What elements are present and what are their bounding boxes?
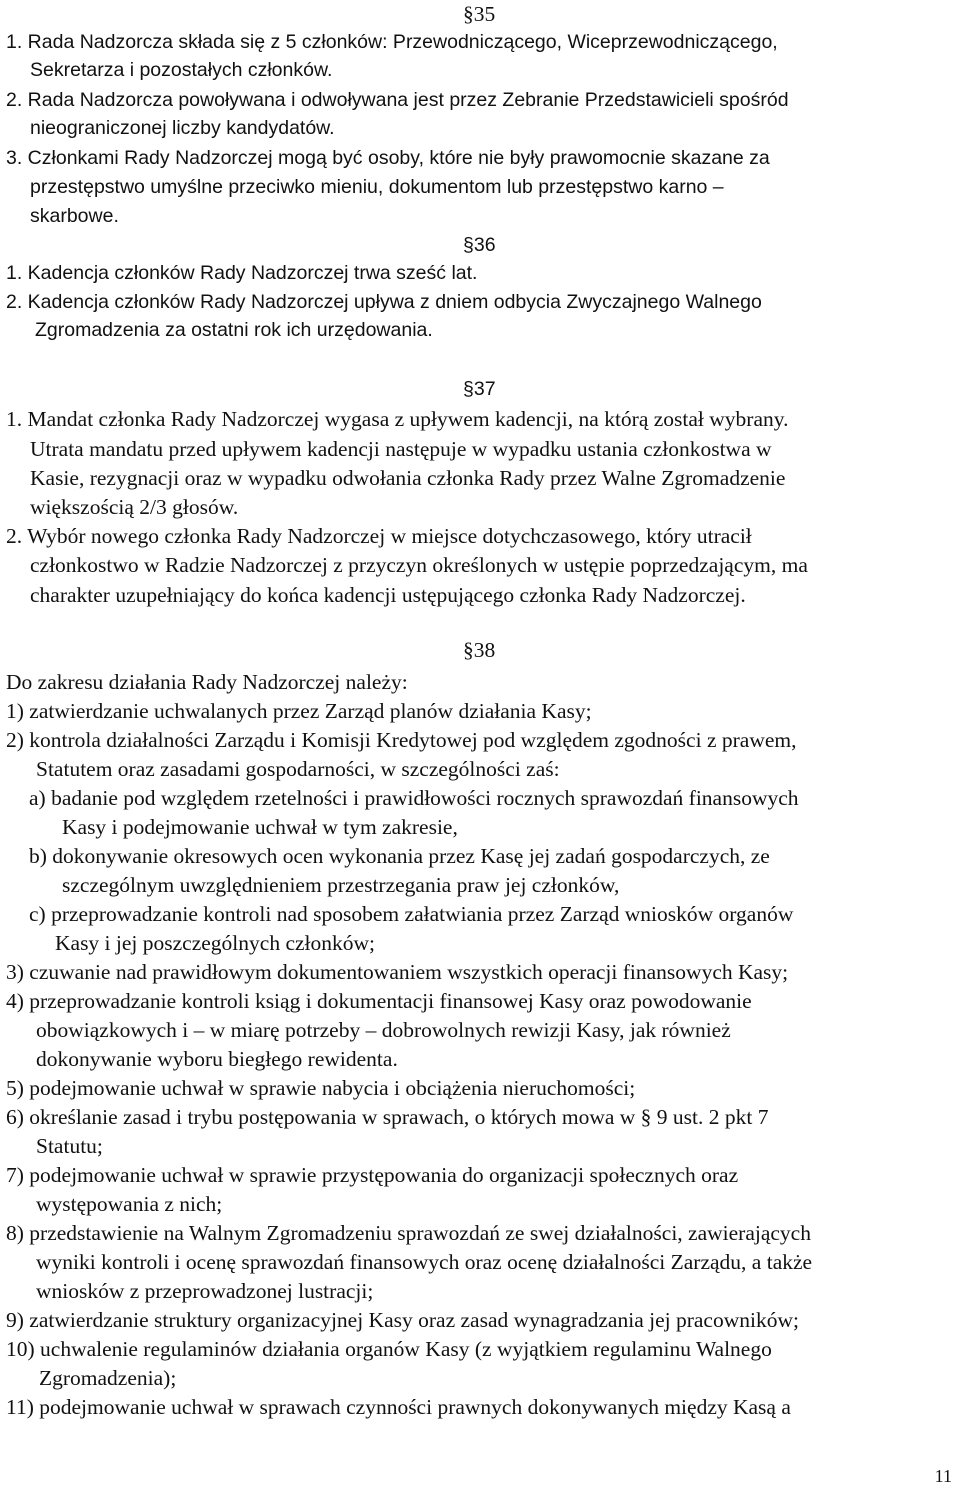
text-line: szczególnym uwzględnieniem przestrzegania praw jej członków, xyxy=(62,873,620,897)
text-line: 3) czuwanie nad prawidłowym dokumentowaniem wszystkich operacji finansowych Kasy; xyxy=(6,960,789,984)
text-line: występowania z nich; xyxy=(36,1192,223,1216)
text-line: 1. Kadencja członków Rady Nadzorczej trwa sześć lat. xyxy=(6,262,478,284)
section-number: 36 xyxy=(473,234,496,256)
text-line: Utrata mandatu przed upływem kadencji następuje w wypadku ustania członkostwa w xyxy=(30,437,772,461)
text-line: 2. Rada Nadzorcza powoływana i odwoływana jest przez Zebranie Przedstawicieli spośród xyxy=(6,89,789,111)
text-line: Do zakresu działania Rady Nadzorczej należy: xyxy=(6,670,408,694)
text-line: 11) podejmowanie uchwał w sprawach czynności prawnych dokonywanych między Kasą a xyxy=(6,1395,791,1419)
text-line: przestępstwo umyślne przeciwko mieniu, dokumentom lub przestępstwo karno – xyxy=(30,176,724,198)
text-line: większością 2/3 głosów. xyxy=(30,495,239,519)
text-line: Zgromadzenia za ostatni rok ich urzędowania. xyxy=(35,319,433,341)
section-number: 37 xyxy=(473,378,496,400)
section-number: 35 xyxy=(473,2,496,26)
text-line: obowiązkowych i – w miarę potrzeby – dobrowolnych rewizji Kasy, jak również xyxy=(36,1018,731,1042)
text-line: 2) kontrola działalności Zarządu i Komisji Kredytowej pod względem zgodności z prawem, xyxy=(6,728,797,752)
text-line: Zgromadzenia); xyxy=(39,1366,177,1390)
text-line: wniosków z przeprowadzonej lustracji; xyxy=(36,1279,374,1303)
section-heading-36 xyxy=(463,236,496,256)
section-mark: § xyxy=(463,2,474,26)
text-line: Sekretarza i pozostałych członków. xyxy=(30,59,333,81)
text-line: Kasie, rezygnacji oraz w wypadku odwołania członka Rady przez Walne Zgromadzenie xyxy=(30,466,786,490)
text-line: 10) uchwalenie regulaminów działania organów Kasy (z wyjątkiem regulaminu Walnego xyxy=(6,1337,772,1361)
section-heading-35 xyxy=(463,4,495,26)
text-line: 1. Rada Nadzorcza składa się z 5 członków: Przewodniczącego, Wiceprzewodniczącego, xyxy=(6,31,778,53)
text-line: 1) zatwierdzanie uchwalanych przez Zarząd planów działania Kasy; xyxy=(6,699,592,723)
text-line: dokonywanie wyboru biegłego rewidenta. xyxy=(36,1047,398,1071)
text-line: wyniki kontroli i ocenę sprawozdań finansowych oraz ocenę działalności Zarządu, a także xyxy=(36,1250,813,1274)
text-line: charakter uzupełniający do końca kadencji ustępującego członka Rady Nadzorczej. xyxy=(30,583,746,607)
section-heading-37 xyxy=(463,380,496,400)
section-number: 38 xyxy=(473,638,496,662)
section-mark: § xyxy=(463,638,474,662)
page-number: 11 xyxy=(934,1466,952,1486)
text-line: 2. Wybór nowego członka Rady Nadzorczej w miejsce dotychczasowego, który utracił xyxy=(6,524,752,548)
text-line: 1. Mandat członka Rady Nadzorczej wygasa z upływem kadencji, na którą został wybrany. xyxy=(6,407,789,431)
text-line: 8) przedstawienie na Walnym Zgromadzeniu sprawozdań ze swej działalności, zawierających xyxy=(6,1221,811,1245)
section-heading-38 xyxy=(463,640,495,662)
text-line: Kasy i jej poszczególnych członków; xyxy=(55,931,376,955)
text-line: 9) zatwierdzanie struktury organizacyjnej Kasy oraz zasad wynagradzania jej pracowników; xyxy=(6,1308,799,1332)
text-line: 2. Kadencja członków Rady Nadzorczej upływa z dniem odbycia Zwyczajnego Walnego xyxy=(6,291,762,313)
text-line: 3. Członkami Rady Nadzorczej mogą być osoby, które nie były prawomocnie skazane za xyxy=(6,147,770,169)
text-line: 4) przeprowadzanie kontroli ksiąg i dokumentacji finansowej Kasy oraz powodowanie xyxy=(6,989,752,1013)
text-line: a) badanie pod względem rzetelności i prawidłowości rocznych sprawozdań finansowych xyxy=(29,786,799,810)
text-line: Statutem oraz zasadami gospodarności, w szczególności zaś: xyxy=(36,757,560,781)
text-line: skarbowe. xyxy=(30,205,119,227)
text-line: nieograniczonej liczby kandydatów. xyxy=(30,117,335,139)
text-line: c) przeprowadzanie kontroli nad sposobem załatwiania przez Zarząd wniosków organów xyxy=(29,902,794,926)
text-line: 6) określanie zasad i trybu postępowania w sprawach, o których mowa w § 9 ust. 2 pkt 7 xyxy=(6,1105,769,1129)
text-line: 7) podejmowanie uchwał w sprawie przystępowania do organizacji społecznych oraz xyxy=(6,1163,739,1187)
text-line: członkostwo w Radzie Nadzorczej z przyczyn określonych w ustępie poprzedzającym, ma xyxy=(30,553,808,577)
text-line: Kasy i podejmowanie uchwał w tym zakresie, xyxy=(62,815,458,839)
text-line: b) dokonywanie okresowych ocen wykonania przez Kasę jej zadań gospodarczych, ze xyxy=(29,844,770,868)
text-line: 5) podejmowanie uchwał w sprawie nabycia i obciążenia nieruchomości; xyxy=(6,1076,636,1100)
section-mark: § xyxy=(463,378,474,400)
section-mark: § xyxy=(463,234,474,256)
text-line: Statutu; xyxy=(36,1134,103,1158)
